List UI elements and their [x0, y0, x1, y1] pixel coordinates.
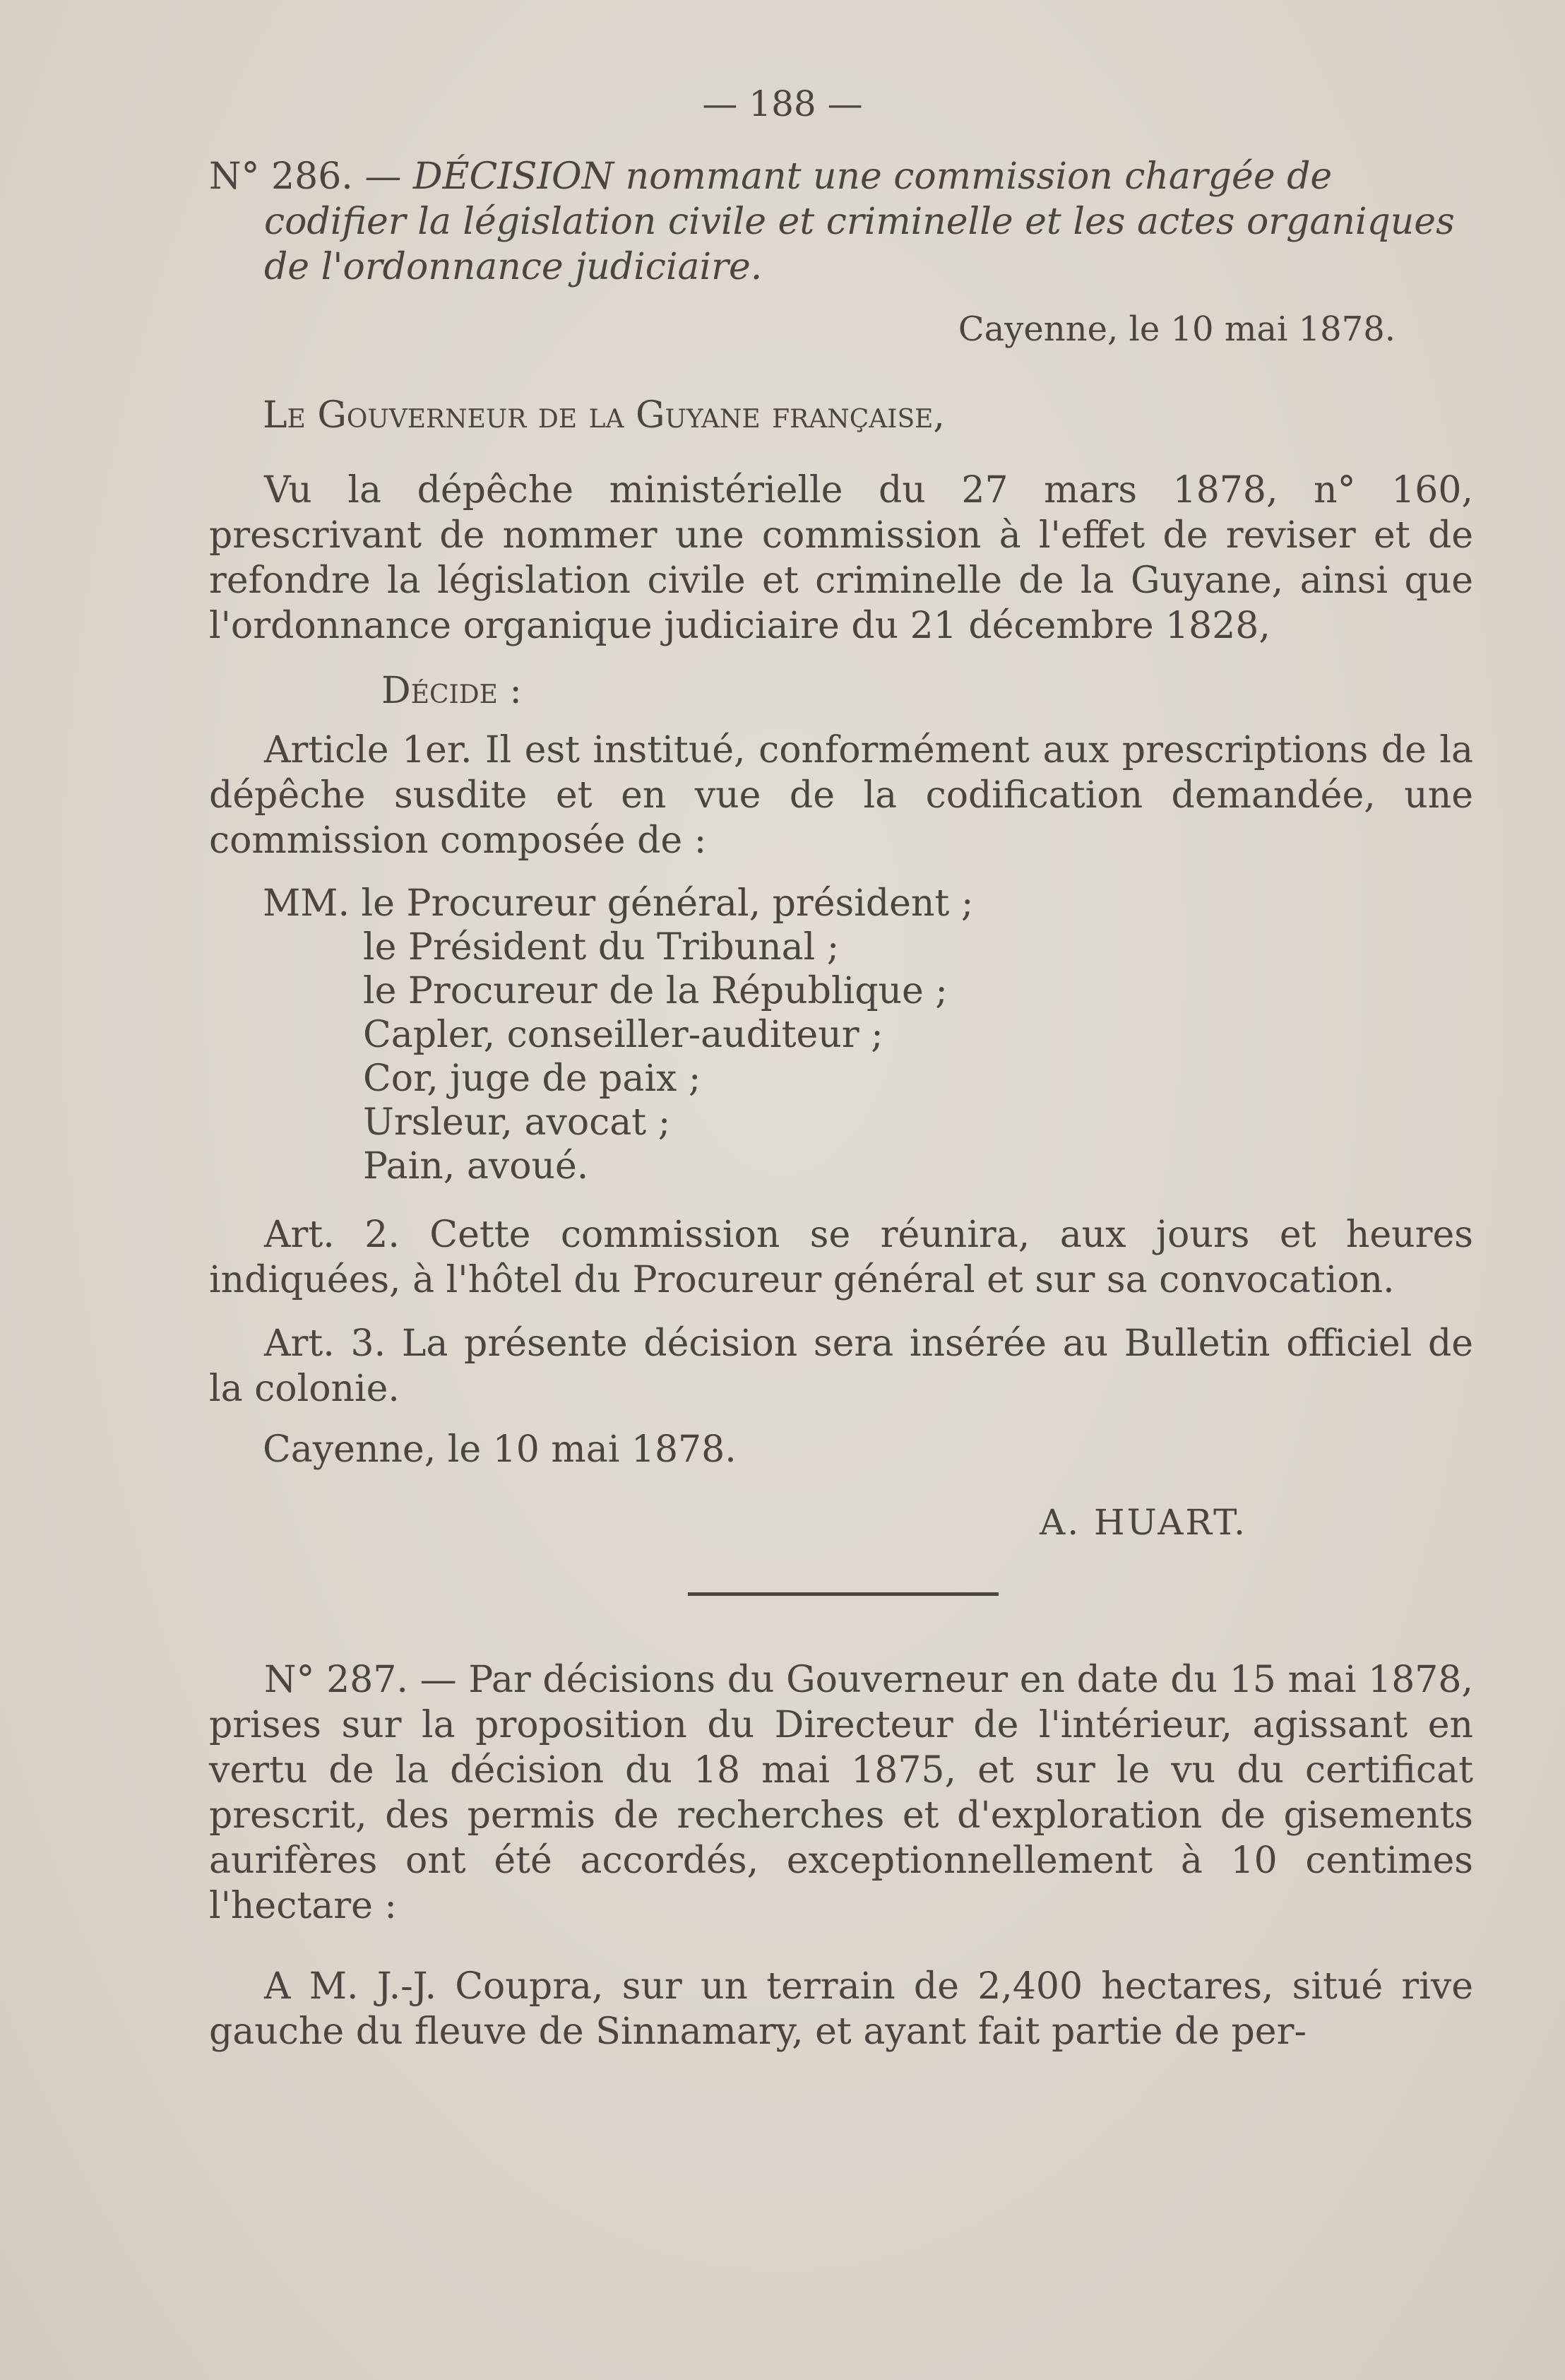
member-item: le Président du Tribunal ;	[363, 926, 840, 969]
article-1: Article 1er. Il est institué, conformément aux prescriptions de la dépêche susdite et en vue de la codification demandée, une commission composée de :	[209, 729, 1473, 862]
title-line-2: codifier la législation civile et criminelle et les actes organiques	[264, 201, 1455, 243]
article-2: Art. 2. Cette commission se réunira, aux jours et heures indiquées, à l'hôtel du Procureur général et sur sa convocation.	[209, 1214, 1473, 1301]
section-divider	[688, 1592, 999, 1596]
decision-286-number: N° 286. —	[209, 155, 402, 198]
page-number: — 188 —	[702, 83, 863, 124]
decide-heading: Décide :	[381, 670, 522, 712]
title-text-1: DÉCISION nommant une commission chargée de	[412, 155, 1333, 198]
decision-287-grant: A M. J.-J. Coupra, sur un terrain de 2,400 hectares, situé rive gauche du fleuve de Sinnamary, et ayant fait partie de per-	[209, 1965, 1473, 2053]
member-item: Pain, avoué.	[363, 1145, 589, 1188]
member-item: Cor, juge de paix ;	[363, 1058, 701, 1100]
closing-date: Cayenne, le 10 mai 1878.	[263, 1428, 737, 1471]
dateline: Cayenne, le 10 mai 1878.	[958, 309, 1396, 349]
member-item: MM. le Procureur général, président ;	[263, 882, 974, 925]
governor-heading: Le Gouverneur de la Guyane française,	[263, 394, 945, 437]
considerant-paragraph: Vu la dépêche ministérielle du 27 mars 1878, n° 160, prescrivant de nommer une commission à l'effet de reviser et de refondre la législation civile et criminelle de la Guyane, ainsi que l'ordonnance organique judiciaire du 21 décembre 1828,	[209, 469, 1473, 647]
decision-287-intro: N° 287. — Par décisions du Gouverneur en date du 15 mai 1878, prises sur la proposition du Directeur de l'intérieur, agissant en vertu de la décision du 18 mai 1875, et sur le vu du certificat prescrit, des permis de recherches et d'exploration de gisements aurifères ont été accordés, exceptionnellement à 10 centimes l'hectare :	[209, 1659, 1473, 1927]
member-item: Capler, conseiller-auditeur ;	[363, 1014, 883, 1056]
members-list	[263, 882, 973, 1188]
title-line-1	[209, 154, 1480, 199]
title-line-3: de l'ordonnance judiciaire.	[264, 246, 763, 288]
member-item: Ursleur, avocat ;	[363, 1101, 671, 1144]
member-item: le Procureur de la République ;	[363, 970, 948, 1012]
decision-286-title	[209, 154, 1480, 290]
article-3: Art. 3. La présente décision sera insérée au Bulletin officiel de la colonie.	[209, 1322, 1473, 1410]
signature: A. HUART.	[1040, 1502, 1247, 1543]
